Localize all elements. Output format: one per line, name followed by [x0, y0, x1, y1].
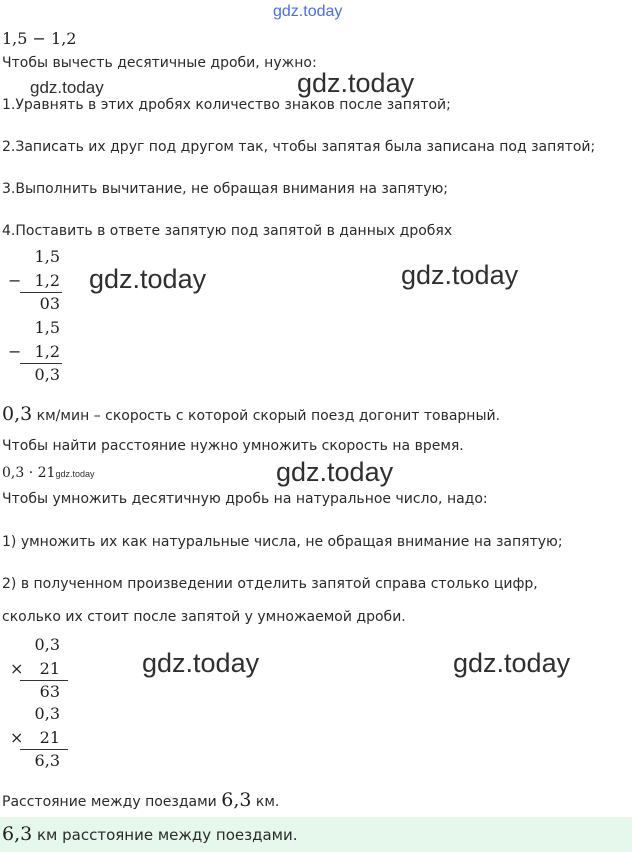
column-rule [20, 749, 68, 750]
watermark: gdz.today [89, 264, 207, 294]
multiplier: 21 [39, 659, 60, 678]
watermark: gdz.today [142, 648, 260, 678]
subtraction-column [8, 247, 60, 317]
subtraction-column [8, 318, 60, 388]
intro-line: Чтобы вычесть десятичные дроби, нужно: [2, 55, 317, 71]
step-4: 4.Поставить в ответе запятую под запятой в данных дробях [2, 223, 453, 239]
multiplicand: 0,3 [34, 704, 60, 723]
product-line [2, 462, 94, 481]
minus-sign: − [8, 342, 22, 361]
column-rule [20, 363, 62, 364]
answer-banner [0, 817, 632, 852]
speed-line [2, 403, 500, 425]
multiplication-column [10, 635, 60, 705]
subtrahend: 1,2 [34, 342, 60, 361]
minuend: 1,5 [34, 247, 60, 266]
distance-line [2, 789, 279, 811]
distance-intro: Чтобы найти расстояние нужно умножить скорость на время. [2, 438, 464, 454]
multiplicand: 0,3 [34, 635, 60, 654]
distance-suffix: км. [251, 794, 280, 810]
mult-step-2b: сколько их стоит после запятой у умножаемой дроби. [2, 609, 406, 625]
answer-value: 6,3 [2, 823, 33, 845]
minus-sign: − [8, 271, 22, 290]
multiplier: 21 [39, 728, 60, 747]
product: 6,3 [34, 751, 60, 770]
product: 63 [39, 682, 60, 701]
subtrahend: 1,2 [34, 271, 60, 290]
step-1: 1.Уравнять в этих дробях количество знаков после запятой; [2, 97, 451, 113]
mult-step-2: 2) в полученном произведении отделить запятой справа столько цифр, [2, 576, 538, 592]
step-2: 2.Записать их друг под другом так, чтобы запятая была записана под запятой; [2, 139, 596, 155]
watermark: gdz.today [55, 469, 95, 479]
watermark: gdz.today [453, 648, 571, 678]
multiplication-column [10, 704, 60, 774]
times-sign: × [10, 728, 24, 747]
mult-step-1: 1) умножить их как натуральные числа, не обращая внимание на запятую; [2, 534, 563, 550]
mult-intro: Чтобы умножить десятичную дробь на натуральное число, надо: [2, 491, 488, 507]
column-rule [20, 292, 62, 293]
distance-value: 6,3 [221, 789, 252, 811]
minuend: 1,5 [34, 318, 60, 337]
answer-text: км расстояние между поездами. [32, 826, 298, 844]
times-sign: × [10, 659, 24, 678]
watermark-top: gdz.today [273, 3, 343, 20]
watermark: gdz.today [297, 68, 415, 98]
product-expression: 0,3 · 21 [2, 465, 56, 481]
watermark: gdz.today [30, 78, 104, 97]
speed-value: 0,3 [2, 403, 33, 425]
column-rule [20, 680, 68, 681]
watermark: gdz.today [276, 457, 394, 487]
distance-prefix: Расстояние между поездами [2, 794, 222, 810]
difference: 0,3 [34, 365, 60, 384]
header-expression: 1,5 − 1,2 [2, 29, 77, 48]
watermark: gdz.today [401, 260, 519, 290]
answer-line [2, 823, 298, 845]
speed-text: км/мин – скорость с которой скорый поезд догонит товарный. [32, 408, 501, 424]
step-3: 3.Выполнить вычитание, не обращая внимания на запятую; [2, 181, 448, 197]
difference: 03 [39, 294, 60, 313]
